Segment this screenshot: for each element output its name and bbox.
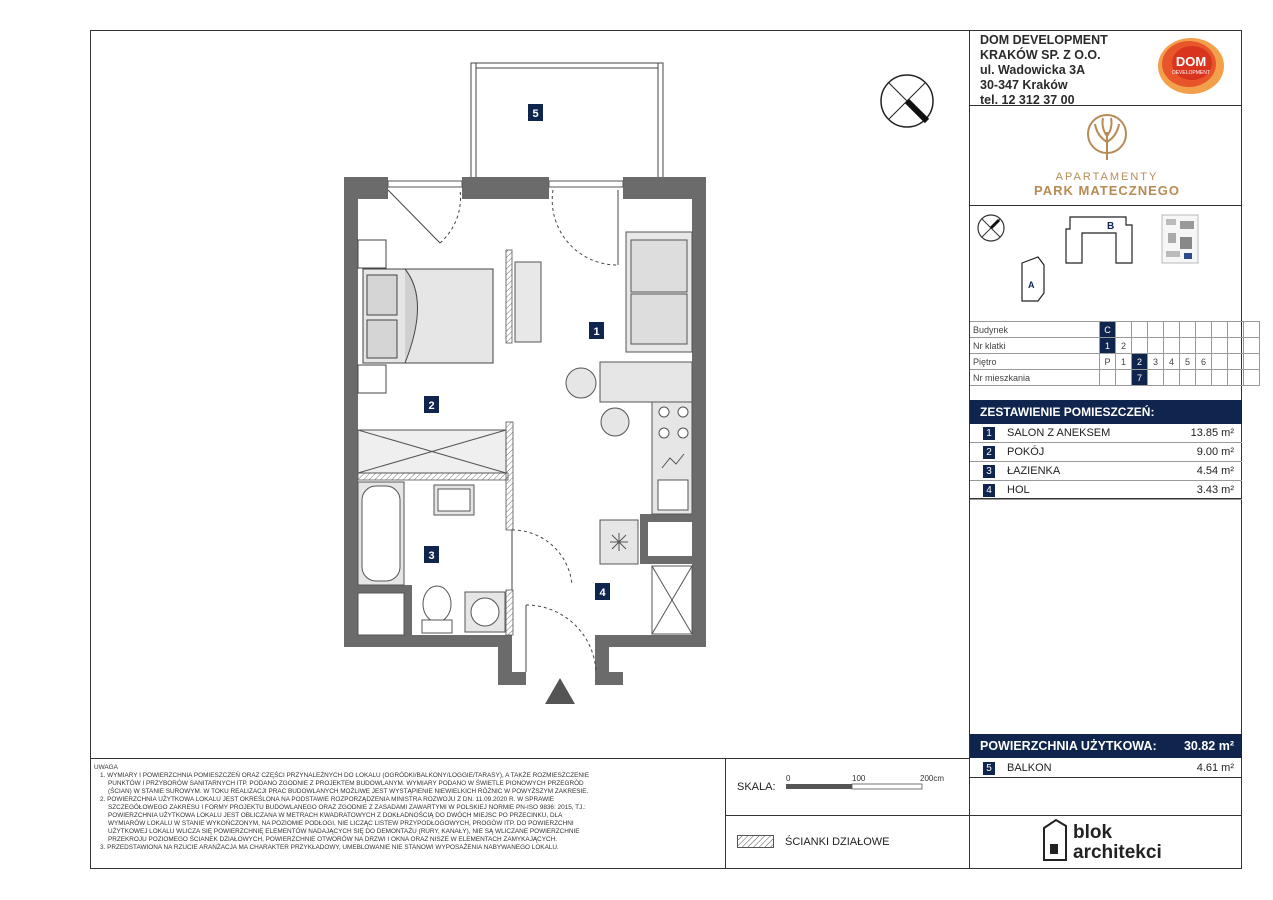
scale-label: SKALA:: [737, 781, 776, 793]
notes-line: UŻYTKOWEJ LOKALU WLICZA SIĘ POWIERZCHNIĘ ELEMENTÓW NADAJĄCYCH SIĘ DO DEMONTAŻU (RURY, KANAŁY), NIE SĄ WLICZANE POWIERZCHNIE: [108, 828, 580, 835]
building-table-cell: 3: [1148, 354, 1164, 370]
building-table-cell: [1164, 370, 1180, 386]
blok-architekci-icon: [1040, 818, 1070, 864]
building-table-cell: P: [1100, 354, 1116, 370]
total-area-value: 30.82 m²: [1183, 739, 1234, 753]
room-row: [970, 424, 1242, 443]
room-number: 4: [983, 484, 995, 497]
sofa: [626, 232, 692, 352]
building-table-cell: [1148, 338, 1164, 354]
project-logo: [1032, 112, 1182, 198]
room-label-1: 1: [593, 326, 600, 338]
building-table-label: Budynek: [970, 322, 1100, 338]
notes-block: [94, 764, 720, 852]
room-number: 1: [983, 427, 995, 440]
scale-tick-100: 100: [852, 774, 866, 783]
room-label-3: 3: [428, 550, 435, 562]
project-name: PARK MATECZNEGO: [1034, 183, 1180, 198]
building-a-outline: [1022, 257, 1044, 301]
building-table-row: [970, 370, 1260, 386]
building-table-cell: [1148, 322, 1164, 338]
divider-bottom-left: [90, 758, 970, 759]
building-table-cell: [1228, 370, 1244, 386]
dom-logo-subtext: DEVELOPMENT: [1172, 70, 1210, 76]
building-table-cell: 7: [1132, 370, 1148, 386]
balcony-area: 4.61 m²: [1196, 762, 1234, 774]
building-table-cell: C: [1100, 322, 1116, 338]
site-map-thumbnail: [1162, 215, 1198, 263]
building-table-label: Nr mieszkania: [970, 370, 1100, 386]
storage-cabinet: [358, 593, 404, 635]
balcony-name: BALKON: [1007, 762, 1052, 774]
room-label-4: 4: [599, 587, 606, 599]
wardrobe: [358, 430, 506, 473]
building-table-cell: [1180, 338, 1196, 354]
building-table-row: [970, 354, 1260, 370]
dom-logo-text: DOM: [1175, 54, 1207, 69]
notes-title: UWAGA: [94, 764, 118, 771]
room-name: HOL: [1007, 484, 1030, 496]
room-row: [970, 462, 1242, 481]
company-phone: tel. 12 312 37 00: [980, 93, 1075, 107]
notes-line: WYMIARÓW LOKALU W STANIE WYKOŃCZONYM, NA POZIOMIE PODŁOGI, NIE LICZĄC LISTEW PRZYPODŁOGOWYCH, PROGÓW ITP. DO POWIERZCHNI: [108, 820, 574, 827]
building-table-row: [970, 338, 1260, 354]
building-table-row: [970, 322, 1260, 338]
notes-line: PRZEKROJU POZIOMEGO ŚCIANEK DZIAŁOWYCH, POWIERZCHNIE OTWORÓW NA DRZWI I OKNA ORAZ NISZE W ELEMENTACH ZAMYKAJĄCYCH.: [108, 836, 558, 843]
divider-scale: [725, 815, 1242, 816]
building-table-cell: [1100, 370, 1116, 386]
notes-line: 2. POWIERZCHNIA UŻYTKOWA LOKALU JEST OKREŚLONA NA PODSTAWIE ROZPORZĄDZENIA MINISTRA ROZWOJU Z DN. 11.09.2020 R. W SPRAWIE: [100, 796, 555, 803]
building-table-cell: [1148, 370, 1164, 386]
building-table: [970, 321, 1260, 386]
building-b-outline: [1066, 217, 1132, 263]
legend-label: ŚCIANKI DZIAŁOWE: [785, 836, 890, 848]
building-table-cell: [1196, 370, 1212, 386]
balcony: [471, 63, 663, 178]
company-branch: KRAKÓW SP. Z O.O.: [980, 48, 1101, 62]
building-table-cell: [1244, 354, 1260, 370]
building-table-cell: [1212, 370, 1228, 386]
company-city: 30-347 Kraków: [980, 78, 1068, 92]
building-table-cell: [1196, 338, 1212, 354]
architect-logo-text: [1073, 823, 1162, 863]
room-label-5: 5: [532, 108, 539, 120]
building-table-cell: [1180, 370, 1196, 386]
building-table-cell: 2: [1116, 338, 1132, 354]
tree-icon: [1085, 112, 1129, 162]
building-table-cell: 2: [1132, 354, 1148, 370]
key-plan: [970, 207, 1242, 319]
entrance-arrow-icon: [545, 678, 575, 704]
divider-notes: [725, 758, 726, 869]
project-subtitle: APARTAMENTY: [1055, 171, 1159, 183]
building-table-cell: [1196, 322, 1212, 338]
building-table-cell: [1228, 338, 1244, 354]
company-info: [980, 33, 1108, 108]
building-table-cell: [1212, 338, 1228, 354]
building-table-cell: [1180, 322, 1196, 338]
building-table-cell: [1212, 322, 1228, 338]
building-table-cell: [1228, 354, 1244, 370]
total-area-bar: [970, 734, 1242, 758]
building-table-cell: [1164, 338, 1180, 354]
room-area: 13.85 m²: [1190, 427, 1234, 439]
building-table-cell: [1228, 322, 1244, 338]
room-name: POKÓJ: [1007, 446, 1045, 458]
notes-line: POWIERZCHNIA UŻYTKOWA LOKALU JEST OBLICZANA W METRACH KWADRATOWYCH Z DOKŁADNOŚCIĄ DO DWÓCH MIEJSC PO PRZECINKU, DLA: [108, 812, 563, 819]
room-number: 3: [983, 465, 995, 478]
scale-tick-0: 0: [786, 774, 791, 783]
notes-line: PUNKTÓW I PRZYBORÓW SANITARNYCH ITP. PODANO ZGODNIE Z PROJEKTEM BUDOWLANYM. WYMIARY PODANO W ŚWIETLE PIONOWYCH PRZEGRÓD: [108, 780, 584, 787]
building-table-cell: [1132, 338, 1148, 354]
balcony-number: 5: [983, 762, 995, 775]
toilet: [422, 586, 452, 633]
bathtub: [358, 482, 404, 585]
architect-line-2: architekci: [1073, 842, 1162, 863]
balcony-row: [970, 759, 1242, 778]
notes-line: 1. WYMIARY I POWIERZCHNIA POMIESZCZEŃ ORAZ CZĘŚCI PRZYNALEŻNYCH DO LOKALU (OGRÓDKI/BALKONY/LOGGIE/TARASY), A TAKŻE ROZMIESZCZENIE: [100, 772, 590, 779]
building-table-label: Piętro: [970, 354, 1100, 370]
total-area-label: POWIERZCHNIA UŻYTKOWA:: [980, 739, 1157, 753]
building-table-cell: 4: [1164, 354, 1180, 370]
company-name: DOM DEVELOPMENT: [980, 33, 1108, 47]
building-table-cell: [1116, 370, 1132, 386]
building-a-label: A: [1028, 280, 1035, 290]
room-name: ŁAZIENKA: [1007, 465, 1061, 477]
compass-icon: [881, 75, 933, 127]
tv-cabinet: [515, 262, 541, 342]
room-label-2: 2: [428, 400, 435, 412]
kitchen-counter: [652, 402, 692, 514]
room-name: SALON Z ANEKSEM: [1007, 427, 1111, 439]
building-table-cell: [1164, 322, 1180, 338]
notes-line: (ŚCIAN) W STANIE SUROWYM. W TOKU REALIZACJI PRAC BUDOWLANYCH MOŻLIWE JEST WYSTĄPIENIE NIEWIELKICH RÓŻNIC W POWYŻSZYM ZAKRESIE.: [108, 788, 589, 795]
room-number: 2: [983, 446, 995, 459]
building-table-label: Nr klatki: [970, 338, 1100, 354]
notes-line: 3. PRZEDSTAWIONA NA RZUCIE ARANŻACJA MA CHARAKTER PRZYKŁADOWY, UMEBLOWANIE NIE STANOWI WYPOSAŻENIA NABYWANEGO LOKALU.: [100, 844, 559, 851]
scale-bar: [780, 772, 960, 794]
partition-wall-swatch: [737, 835, 775, 849]
scale-tick-200: 200cm: [920, 774, 945, 783]
building-b-label: B: [1107, 221, 1115, 232]
building-table-cell: 5: [1180, 354, 1196, 370]
building-table-cell: 6: [1196, 354, 1212, 370]
room-row: [970, 481, 1242, 500]
company-street: ul. Wadowicka 3A: [980, 63, 1086, 77]
washbasin: [434, 485, 474, 515]
dom-development-logo: [1156, 36, 1226, 96]
building-table-cell: [1244, 322, 1260, 338]
compass-small-icon: [978, 215, 1004, 241]
building-table-cell: 1: [1100, 338, 1116, 354]
divider-project: [969, 205, 1242, 206]
room-area: 4.54 m²: [1196, 465, 1234, 477]
building-table-cell: [1116, 322, 1132, 338]
washing-machine: [465, 592, 505, 632]
room-row: [970, 443, 1242, 462]
room-area: 3.43 m²: [1196, 484, 1234, 496]
notes-line: SZCZEGÓŁOWEGO ZAKRESU I FORMY PROJEKTU BUDOWLANEGO ORAZ ZGODNIE Z ZASADAMI ZAWARTYMI W POLSKIEJ NORMIE PN-ISO 9836: 2015, TJ.:: [108, 804, 586, 811]
bed: [358, 240, 493, 393]
building-table-cell: [1244, 370, 1260, 386]
building-table-cell: [1212, 354, 1228, 370]
building-table-cell: 1: [1116, 354, 1132, 370]
building-table-cell: [1132, 322, 1148, 338]
rooms-heading: ZESTAWIENIE POMIESZCZEŃ:: [970, 400, 1242, 424]
architect-line-1: blok: [1073, 822, 1113, 843]
building-table-cell: [1244, 338, 1260, 354]
room-area: 9.00 m²: [1196, 446, 1234, 458]
